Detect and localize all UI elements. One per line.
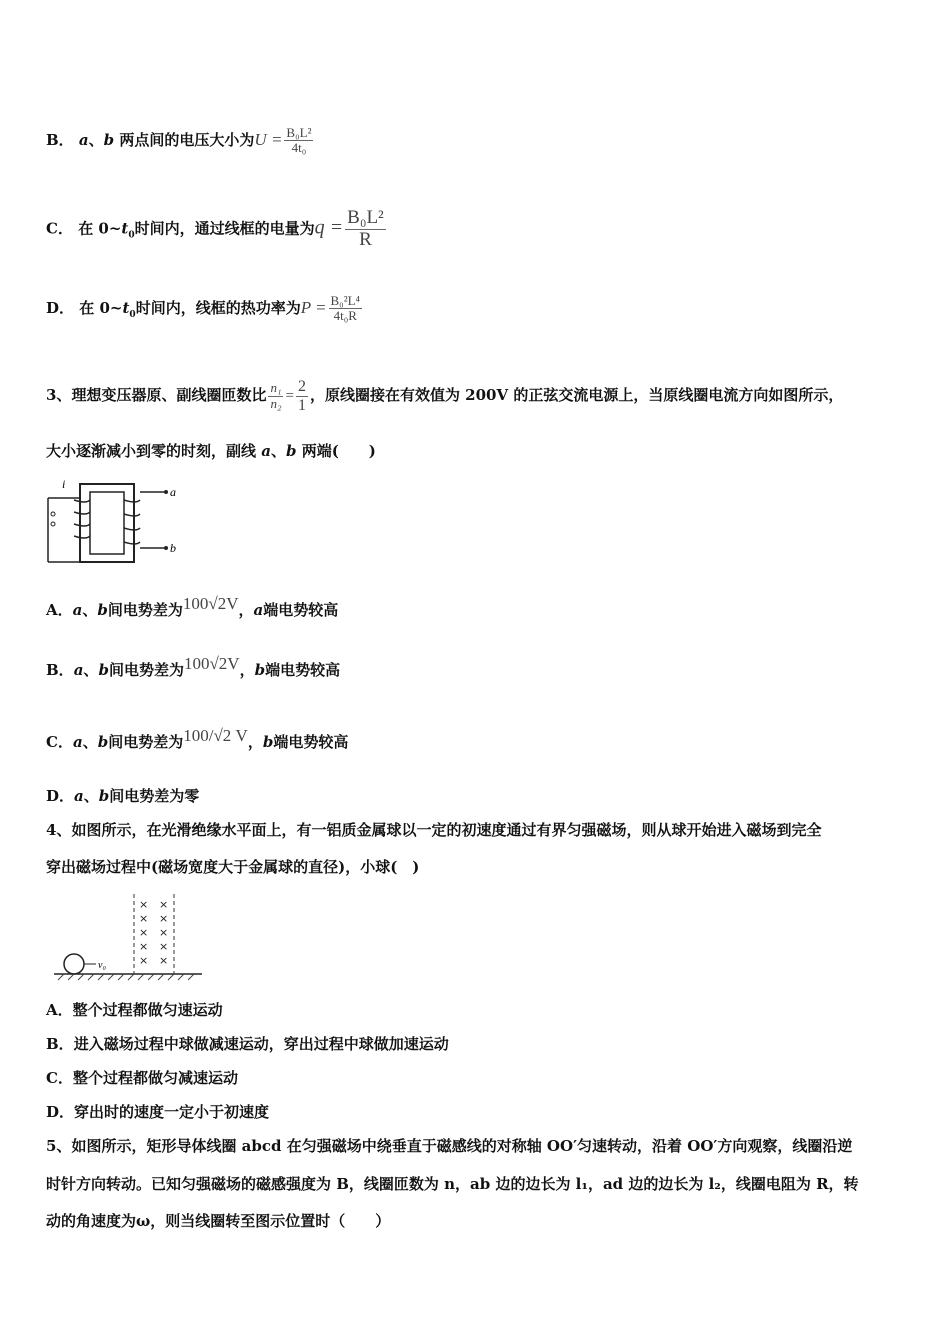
q4-option-b[interactable]: B．进入磁场过程中球做减速运动，穿出过程中球做加速运动 (46, 1035, 449, 1053)
terminal-a-label: a (170, 485, 176, 499)
q3-option-c[interactable]: C．a、b间电势差为100/√2 V，b端电势较高 (46, 726, 349, 751)
value-100sqrt2: 100√2V (182, 594, 239, 613)
q3-option-b[interactable]: B．a、b间电势差为100√2V，b端电势较高 (46, 654, 341, 679)
value-100sqrt2: 100√2V (183, 654, 240, 673)
q5-stem-line-3: 动的角速度为ω，则当线圈转至图示位置时（ ） (46, 1212, 391, 1230)
q5-stem-line-1: 5、如图所示，矩形导体线圈 abcd 在匀强磁场中绕垂直于磁感线的对称轴 OO′匀速转动，沿着 OO′方向观察，线圈沿逆 (46, 1137, 853, 1155)
q4-stem-line-1: 4、如图所示，在光滑绝缘水平面上，有一铝质金属球以一定的初速度通过有界匀强磁场，则从球开始进入磁场到完全 (46, 821, 822, 839)
q3-stem-line-1: 3、理想变压器原、副线圈匝数比 $\frac{\text{n₁}}{\text{n₂}}$ = $\frac{2}{1}$ ，原线圈接在有效值为 200V 的正弦交流电源上，当原线圈电流方向如图所示， (46, 378, 844, 414)
svg-text:×: × (159, 940, 169, 953)
q4-option-c[interactable]: C．整个过程都做匀减速运动 (46, 1069, 238, 1087)
terminal-b-label: b (170, 541, 176, 555)
q3-stem-line-2: 大小逐渐减小到零的时刻，副线 a、b 两端( ) (46, 442, 376, 460)
transformer-diagram (44, 476, 184, 568)
svg-text:×: × (159, 912, 169, 925)
q3-option-d[interactable]: D．a、b间电势差为零 (46, 787, 200, 805)
svg-text:×: × (139, 940, 149, 953)
value-100-over-sqrt2: 100/√2 V (183, 726, 248, 745)
option-b-prev[interactable]: B． a、b 两点间的电压大小为U = $\frac{\text{B₀L²}}{\text{4t₀}}$ (46, 125, 312, 156)
formula-power: $\frac{\text{B₀²L⁴}}{\text{4t₀R}}$ (330, 293, 361, 324)
option-d-prev[interactable]: D． 在 $0\sim t_0$时间内，线框的热功率为P = $\frac{\text{B₀²L⁴}}{\text{4t₀R}}$ (46, 293, 361, 324)
svg-text:×: × (139, 954, 149, 967)
formula-voltage: $\frac{\text{B₀L²}}{\text{4t₀}}$ (286, 125, 312, 156)
svg-text:×: × (159, 926, 169, 939)
svg-text:×: × (159, 954, 169, 967)
q5-stem-line-2: 时针方向转动。已知匀强磁场的磁感强度为 B，线圈匝数为 n，ab 边的边长为 l₁，ad 边的边长为 l₂，线圈电阻为 R，转 (46, 1175, 859, 1193)
svg-text:×: × (139, 898, 149, 911)
turns-ratio-rhs: $\frac{2}{1}$ (297, 378, 306, 414)
option-c-prev[interactable]: C． 在 $0\sim t_0$时间内，通过线框的电量为q = $\frac{\text{B₀L²}}{R}$ (46, 207, 384, 250)
turns-ratio-lhs: $\frac{\text{n₁}}{\text{n₂}}$ (270, 380, 282, 411)
q4-option-d[interactable]: D．穿出时的速度一定小于初速度 (46, 1103, 270, 1121)
svg-text:×: × (139, 926, 149, 939)
svg-text:×: × (139, 912, 149, 925)
q4-stem-line-2: 穿出磁场过程中(磁场宽度大于金属球的直径)，小球( ) (46, 858, 420, 876)
q4-option-a[interactable]: A．整个过程都做匀速运动 (46, 1001, 223, 1019)
magnetic-field-diagram (52, 890, 204, 982)
velocity-label: v₀ (98, 960, 106, 971)
current-label: i (62, 477, 66, 491)
svg-text:×: × (159, 898, 169, 911)
formula-charge: $\frac{\text{B₀L²}}{R}$ (347, 207, 384, 250)
q3-option-a[interactable]: A．a、b间电势差为100√2V，a端电势较高 (46, 594, 339, 619)
